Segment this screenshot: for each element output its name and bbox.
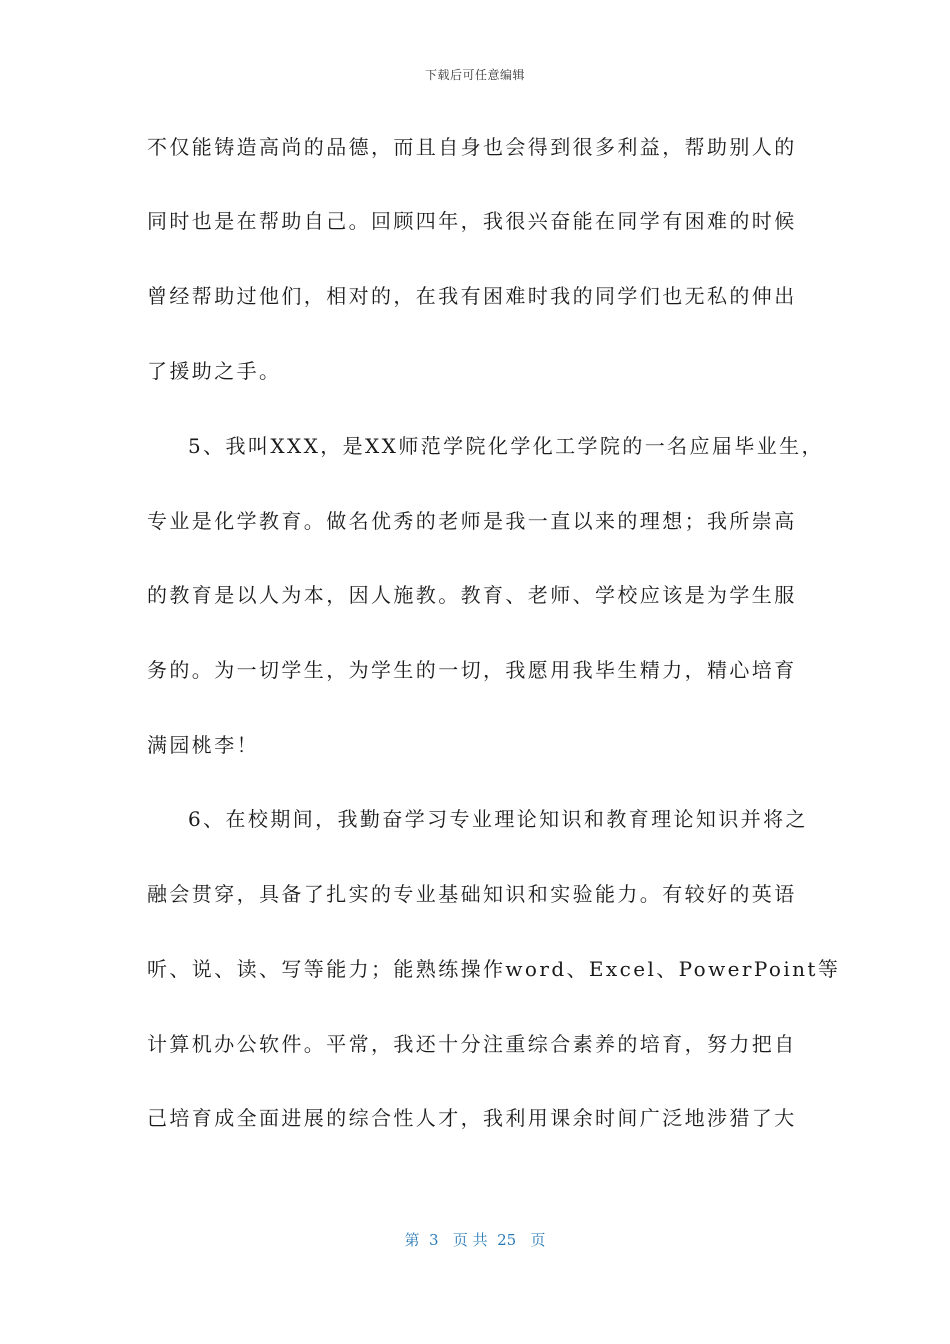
page-number-footer: 第 3 页 共 25 页 (404, 1231, 546, 1249)
text-line: 不仅能铸造高尚的品德，而且自身也会得到很多利益，帮助别人的 (147, 135, 797, 159)
text-line: 融会贯穿，具备了扎实的专业基础知识和实验能力。有较好的英语 (147, 882, 797, 906)
text-line: 同时也是在帮助自己。回顾四年，我很兴奋能在同学有困难的时候 (147, 209, 797, 233)
text-line: 了援助之手。 (147, 359, 282, 383)
paragraph-5-start: 5、我叫XXX，是XX师范学院化学化工学院的一名应届毕业生， (188, 434, 824, 458)
text-line: 计算机办公软件。平常，我还十分注重综合素养的培育，努力把自 (147, 1032, 797, 1056)
text-line: 专业是化学教育。做名优秀的老师是我一直以来的理想；我所崇高 (147, 509, 797, 533)
text-line: 满园桃李！ (147, 733, 259, 757)
text-line: 己培育成全面进展的综合性人才，我利用课余时间广泛地涉猎了大 (147, 1106, 797, 1130)
text-line: 听、说、读、写等能力；能熟练操作word、Excel、PowerPoint等 (147, 957, 841, 981)
text-line: 的教育是以人为本，因人施教。教育、老师、学校应该是为学生服 (147, 583, 797, 607)
paragraph-6-start: 6、在校期间，我勤奋学习专业理论知识和教育理论知识并将之 (188, 807, 808, 831)
text-line: 曾经帮助过他们，相对的，在我有困难时我的同学们也无私的伸出 (147, 284, 797, 308)
text-line: 务的。为一切学生，为学生的一切，我愿用我毕生精力，精心培育 (147, 658, 797, 682)
header-note: 下载后可任意编辑 (424, 68, 525, 82)
